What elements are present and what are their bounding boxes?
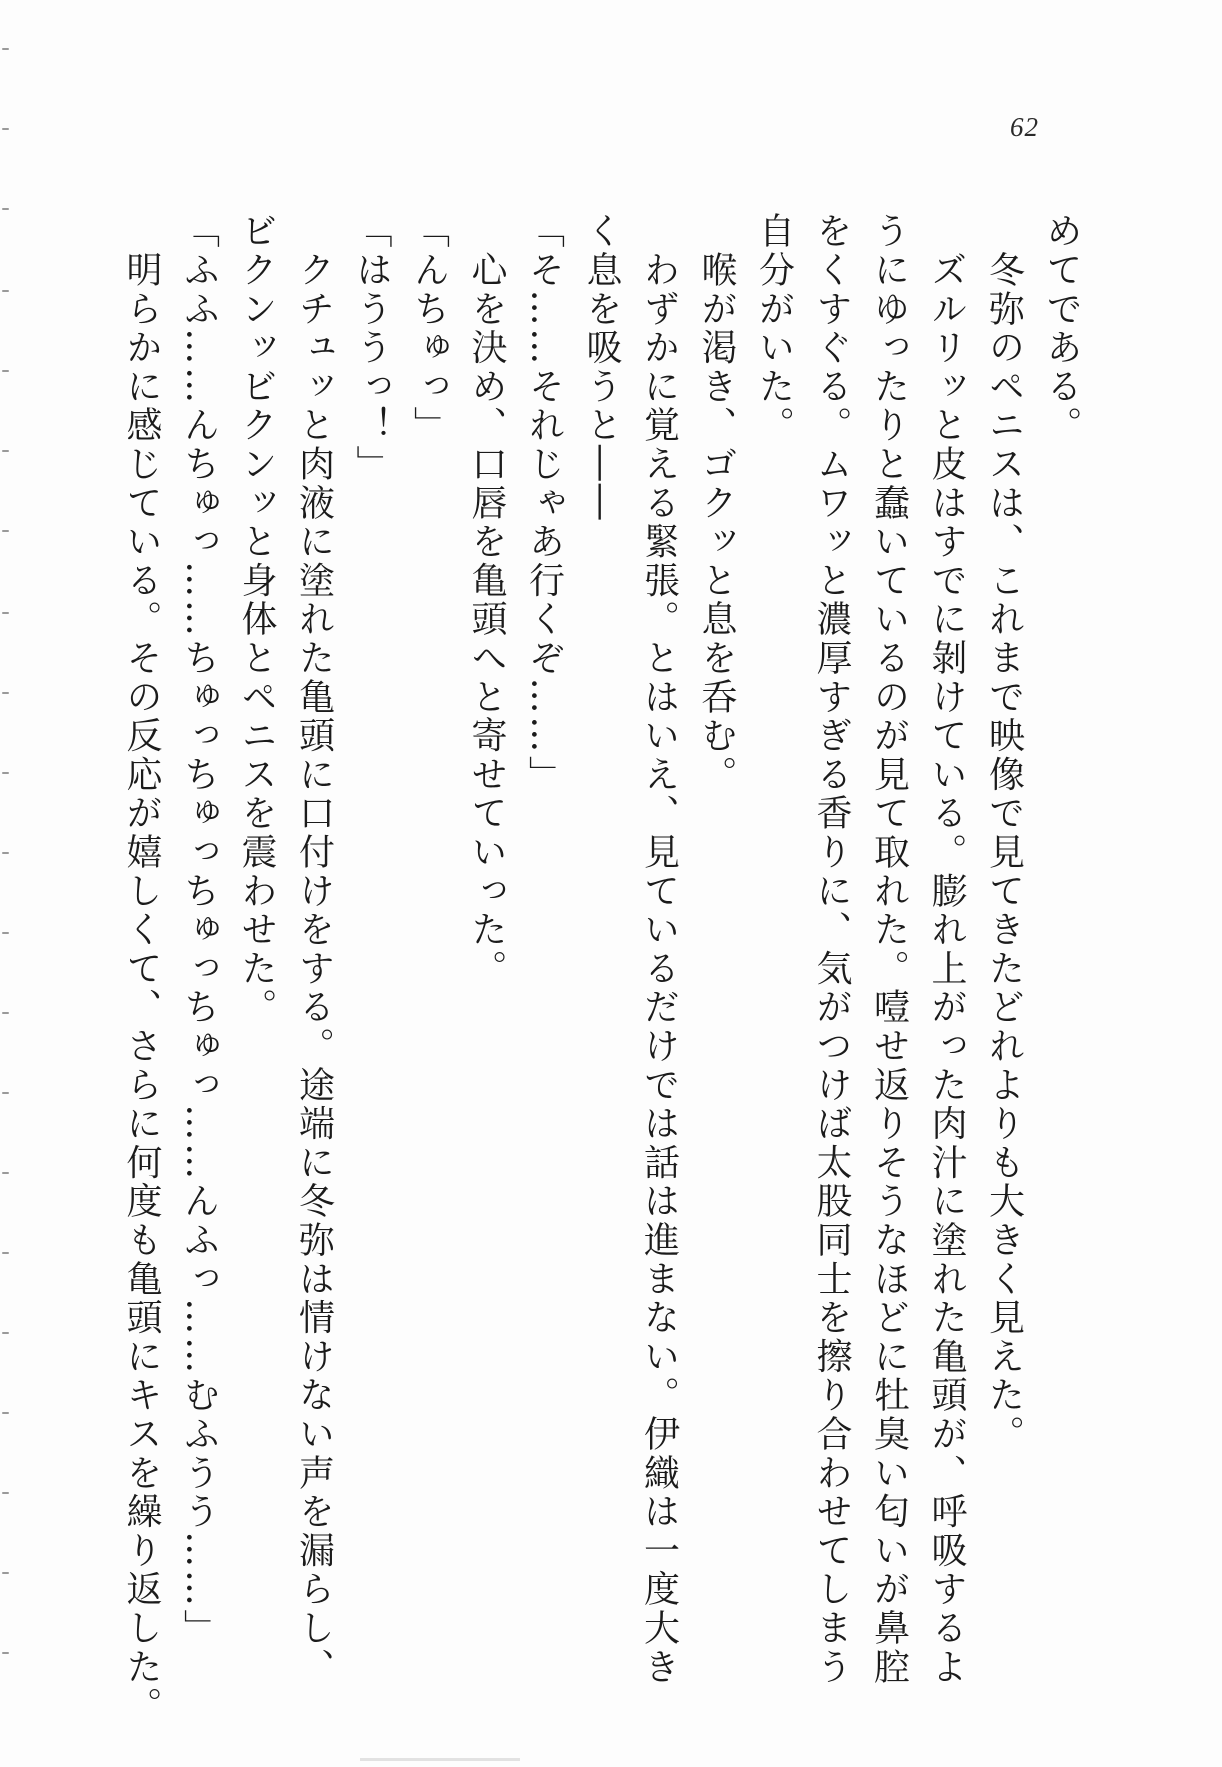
text-line: 自分がいた。: [753, 212, 795, 445]
text-line: 心を決め、口唇を亀頭へと寄せていった。: [466, 212, 507, 988]
text-line: めてである。: [1041, 212, 1082, 445]
scan-smudge: [360, 1758, 520, 1761]
text-line: うにゆったりと蠢いているのが見て取れた。噎せ返りそうなほどに牡臭い匂いが鼻腔: [868, 212, 910, 1687]
text-line: 喉が渇き、ゴクッと息を呑む。: [696, 212, 737, 794]
text-line: ズルリッと皮はすでに剝けている。膨れ上がった肉汁に塗れた亀頭が、呼吸するよ: [926, 212, 967, 1687]
text-line: 「んちゅっ」: [408, 212, 450, 445]
text-line: をくすぐる。ムワッと濃厚すぎる香りに、気がつけば太股同士を擦り合わせてしまう: [811, 212, 852, 1687]
page-edge-marks: [0, 0, 14, 1767]
text-line: クチュッと肉液に塗れた亀頭に口付けをする。途端に冬弥は情けない声を漏らし、: [293, 212, 335, 1687]
text-line: 「ふふ……んちゅっ……ちゅっちゅっちゅっちゅっ……んふっ……むふうう……」: [178, 212, 220, 1648]
text-line: 「そ……それじゃあ行くぞ……」: [523, 212, 565, 794]
text-line: 冬弥のペニスは、これまで映像で見てきたどれよりも大きく見えた。: [983, 212, 1025, 1454]
text-line: く息を吸うと――: [581, 212, 622, 523]
text-line: わずかに覚える緊張。とはいえ、見ているだけでは話は進まない。伊織は一度大き: [638, 212, 680, 1687]
text-line: 明らかに感じている。その反応が嬉しくて、さらに何度も亀頭にキスを繰り返した。: [121, 212, 162, 1726]
text-line: 「はううっ！」: [351, 212, 392, 484]
page-number: 62: [1010, 112, 1039, 142]
text-line: ビクンッビクンッと身体とペニスを震わせた。: [236, 212, 277, 1027]
vertical-body-text: [121, 212, 1090, 1726]
